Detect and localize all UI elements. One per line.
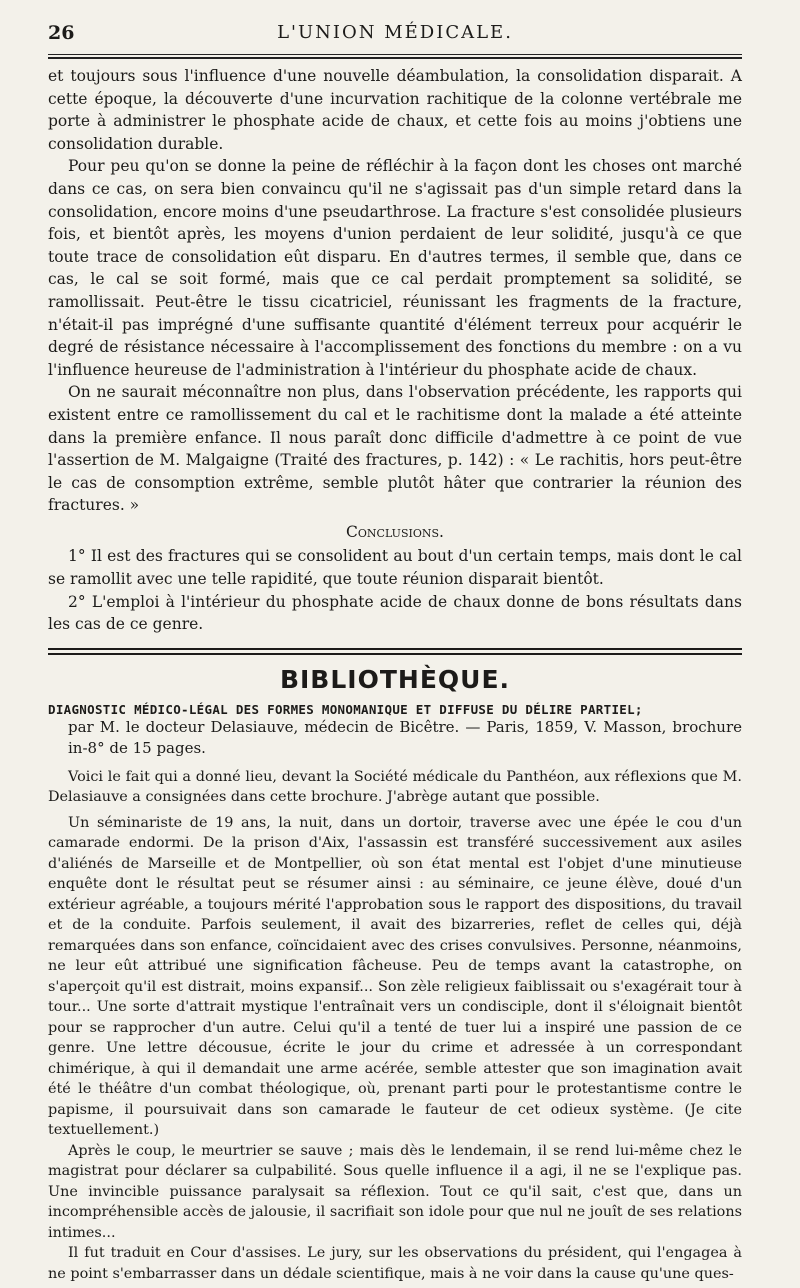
article-paragraph: Pour peu qu'on se donne la peine de réfléchir à la façon dont les choses ont marché dans ce cas, on sera bien convaincu qu'il ne s'agissait pas d'un simple retard dans la consolidation, encore moins d'une pseudarthrose. La fracture s'est consolidée plusieurs fois, et bientôt après, les moyens d'union perdaient de leur solidité, jusqu'à ce que toute trace de consolidation eût disparu. En d'autres termes, il semble que, dans ce cas, le cal se soit formé, mais que ce cal perdait promptement sa solidité, se ramollissait. Peut-être le tissu cicatriciel, réunissant les fragments de la fracture, n'était-il pas imprégné d'une suffisante quantité d'élément terreux pour acquérir le degré de résistance nécessaire à l'accomplissement des fonctions du membre : on a vu l'influence heureuse de l'administration à l'intérieur du phosphate acide de chaux. — [48, 157, 742, 379]
page-header — [48, 18, 742, 52]
article-paragraph: On ne saurait méconnaître non plus, dans l'observation précédente, les rapports qui existent entre ce ramollissement du cal et le rachitisme dont la malade a été atteinte dans la première enfance. Il nous paraît donc difficile d'admettre à ce point de vue l'assertion de M. Malgaigne (Traité des fractures, p. 142) : « Le rachitis, hors peut-être le cas de consomption extrême, semble plutôt hâter que contrarier la réunion des fractures. » — [48, 383, 742, 515]
header-rule-thick — [48, 57, 742, 59]
review-paragraph: Un séminariste de 19 ans, la nuit, dans un dortoir, traverse avec une épée le cou d'un camarade endormi. De la prison d'Aix, l'assassin est transféré successivement aux asiles d'aliénés de Marseille et de Montpellier, où son état mental est l'objet d'une minutieuse enquête dont le résultat peut se résumer ainsi : au séminaire, ce jeune élève, doué d'un extérieur agréable, a toujours mérité l'approbation sous le rapport des dispositions, du travail et de la conduite. Parfois seulement, il avait des bizarreries, reflet de celles qui, déjà remarquées dans son enfance, coïncidaient avec des crises convulsives. Personne, néanmoins, ne leur eût attribué une signification fâcheuse. Peu de temps avant la catastrophe, on s'aperçoit qu'il est distrait, moins expansif... Son zèle religieux faiblissait ou s'exagérait tour à tour... Une sorte d'attrait mystique l'entraînait vers un condisciple, dont il s'éloignait bientôt pour se rapprocher d'un autre. Celui qu'il a tenté de tuer lui a inspiré une passion de ce genre. Une lettre décousue, écrite le jour du crime et adressée à un correspondant chimérique, à qui il demandait une arme acérée, semble attester que son imagination avait été le théâtre d'un combat théologique, où, prenant parti pour le protestantisme contre le papisme, il poursuivait dans son camarade le fauteur de cet odieux système. (Je cite textuellement.) — [48, 814, 742, 1139]
running-title: L'UNION MÉDICALE. — [277, 22, 513, 43]
header-rule — [48, 54, 742, 55]
conclusion-item: 2° L'emploi à l'intérieur du phosphate acide de chaux donne de bons résultats dans les cas de ce genre. — [48, 592, 742, 634]
review-paragraph: Après le coup, le meurtrier se sauve ; mais dès le lendemain, il se rend lui-même chez le magistrat pour déclarer sa culpabilité. Sous quelle influence il a agi, il ne se l'explique pas. Une invincible puissance paralysait sa réflexion. Tout ce qu'il sait, c'est que, dans un incompréhensible accès de jalousie, il sacrifiait son idole pour que nul ne jouît de ses relations intimes... — [48, 1142, 742, 1241]
page — [48, 18, 742, 1284]
conclusions-heading: Conclusions. — [346, 522, 444, 541]
conclusion-item: 1° Il est des fractures qui se consolident au bout d'un certain temps, mais dont le cal se ramollit avec une telle rapidité, que toute réunion disparait bientôt. — [48, 547, 742, 589]
review-paragraph: Il fut traduit en Cour d'assises. Le jury, sur les observations du président, qui l'engagea à ne point s'embarrasser dans un dédale scientifique, mais à ne voir dans la cause qu'une ques- — [48, 1245, 742, 1282]
section-divider — [48, 648, 742, 655]
review-paragraph: Voici le fait qui a donné lieu, devant la Société médicale du Panthéon, aux réflexions que M. Delasiauve a consignées dans cette brochure. J'abrège autant que possible. — [48, 768, 742, 806]
book-reference: par M. le docteur Delasiauve, médecin de Bicêtre. — Paris, 1859, V. Masson, brochure in-8° de 15 pages. — [68, 717, 742, 757]
article-body — [48, 65, 742, 636]
article-paragraph: et toujours sous l'influence d'une nouvelle déambulation, la consolidation disparait. A cette époque, la découverte d'une incurvation rachitique de la colonne vertébrale me porte à administrer le phosphate acide de chaux, et cette fois au moins j'obtiens une consolidation durable. — [48, 67, 742, 153]
section-title: BIBLIOTHÈQUE. — [279, 664, 511, 694]
review-body — [48, 767, 742, 1285]
book-title: DIAGNOSTIC MÉDICO-LÉGAL DES FORMES MONOMANIQUE ET DIFFUSE DU DÉLIRE PARTIEL; — [48, 701, 643, 717]
page-number: 26 — [48, 22, 75, 44]
